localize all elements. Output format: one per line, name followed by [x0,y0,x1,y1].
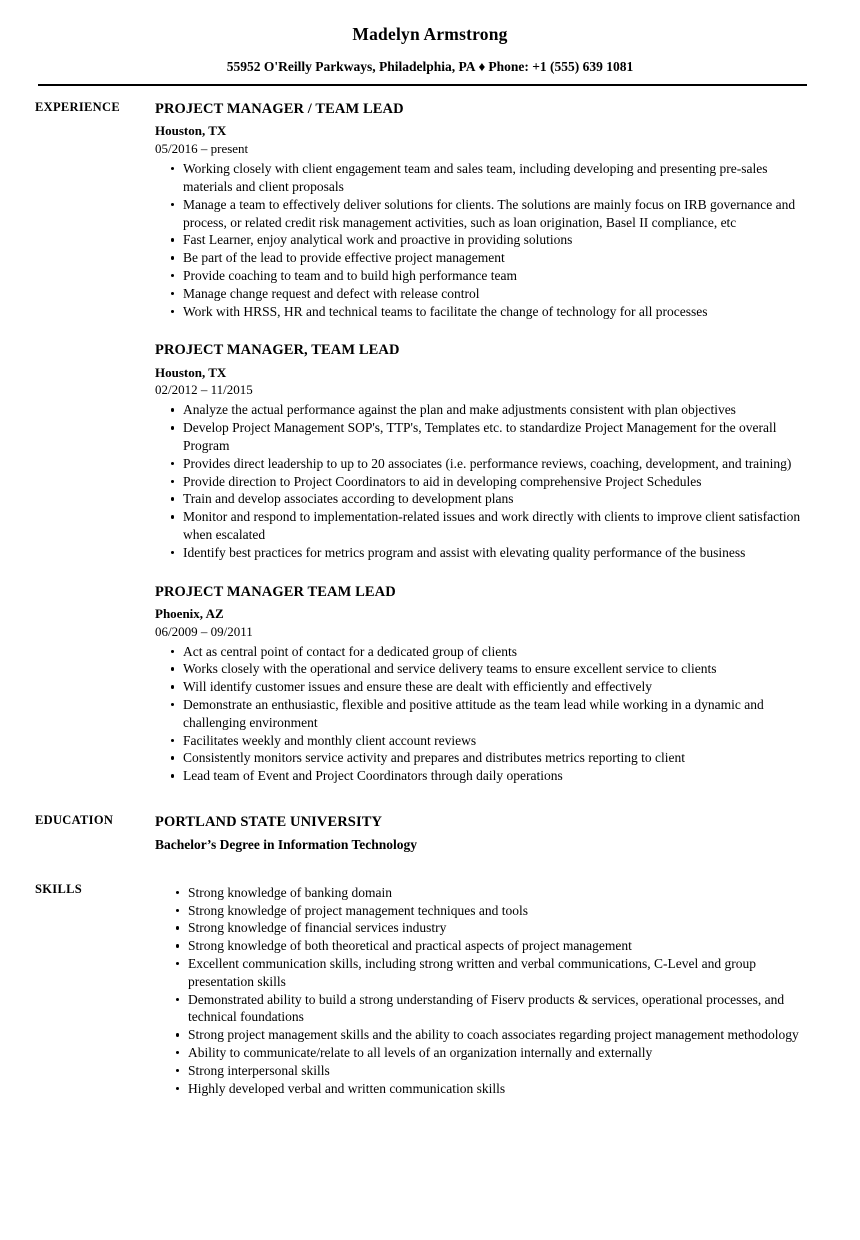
bullet-item: Work with HRSS, HR and technical teams to facilitate the change of technology for all processes [155,303,810,321]
bullet-item: Manage change request and defect with release control [155,285,810,303]
experience-section [0,100,860,785]
experience-body [155,100,860,785]
section-label-education: EDUCATION [35,813,114,828]
skills-section [0,882,860,1098]
bullet-item: Be part of the lead to provide effective project management [155,249,810,267]
education-school: PORTLAND STATE UNIVERSITY [155,814,383,831]
bullet-item: Fast Learner, enjoy analytical work and proactive in providing solutions [155,231,810,249]
education-degree: Bachelor’s Degree in Information Technology [155,837,417,853]
bullet-item: Develop Project Management SOP's, TTP's, Templates etc. to standardize Project Management for the overall Program [155,419,810,455]
bullet-item: Identify best practices for metrics program and assist with elevating quality performance of the business [155,544,810,562]
bullet-item: Provide direction to Project Coordinators to aid in developing comprehensive Project Schedules [155,473,810,491]
bullet-item: Strong interpersonal skills [155,1062,810,1080]
bullet-item: Facilitates weekly and monthly client account reviews [155,732,810,750]
contact-line [0,59,860,75]
bullet-item: Provides direct leadership to up to 20 associates (i.e. performance reviews, coaching, development, and training) [155,455,810,473]
bullet-item: Consistently monitors service activity and prepares and distributes metrics reporting to client [155,749,810,767]
job-bullet-list [155,160,810,320]
skills-bullet-list [155,884,810,1098]
job-location: Houston, TX [155,364,227,380]
job-entry [155,100,810,320]
contact-address: 55952 O'Reilly Parkways, Philadelphia, PA [226,59,476,74]
diamond-separator-icon: ♦ [478,59,486,74]
bullet-item: Lead team of Event and Project Coordinators through daily operations [155,767,810,785]
bullet-item: Strong knowledge of financial services industry [155,919,810,937]
job-dates: 02/2012 – 11/2015 [155,382,253,398]
bullet-item: Ability to communicate/relate to all levels of an organization internally and externally [155,1044,810,1062]
bullet-item: Strong knowledge of project management techniques and tools [155,902,810,920]
section-label-experience: EXPERIENCE [35,100,120,115]
bullet-item: Strong project management skills and the ability to coach associates regarding project management methodology [155,1026,810,1044]
bullet-item: Train and develop associates according to development plans [155,490,810,508]
header-divider [38,84,807,86]
bullet-item: Demonstrate an enthusiastic, flexible and positive attitude as the team lead while working in a dynamic and challenging environment [155,696,810,732]
contact-phone: Phone: +1 (555) 639 1081 [488,59,634,74]
bullet-item: Highly developed verbal and written communication skills [155,1080,810,1098]
resume-header [0,0,860,86]
job-title: PROJECT MANAGER / TEAM LEAD [155,101,404,118]
bullet-item: Strong knowledge of banking domain [155,884,810,902]
job-entry [155,583,810,785]
bullet-item: Act as central point of contact for a dedicated group of clients [155,643,810,661]
job-location: Phoenix, AZ [155,605,224,621]
section-label-skills: SKILLS [35,881,82,896]
bullet-item: Manage a team to effectively deliver solutions for clients. The solutions are mainly focus on IRB governance and process, or related credit risk management activities, such as loan origination, Basel II compliance, etc [155,196,810,232]
job-bullet-list [155,643,810,786]
bullet-item: Excellent communication skills, including strong written and verbal communications, C-Level and group presentation skills [155,955,810,991]
bullet-item: Demonstrated ability to build a strong understanding of Fiserv products & services, operational processes, and technical foundations [155,991,810,1027]
bullet-item: Strong knowledge of both theoretical and practical aspects of project management [155,937,810,955]
job-location: Houston, TX [155,123,227,139]
bullet-item: Provide coaching to team and to build high performance team [155,267,810,285]
candidate-name: Madelyn Armstrong [352,24,508,44]
bullet-item: Working closely with client engagement team and sales team, including developing and presenting pre-sales materials and client proposals [155,160,810,196]
education-section [0,813,860,854]
skills-body [155,882,860,1098]
job-title: PROJECT MANAGER TEAM LEAD [155,583,396,600]
bullet-item: Analyze the actual performance against the plan and make adjustments consistent with plan objectives [155,401,810,419]
bullet-item: Works closely with the operational and service delivery teams to ensure excellent service to clients [155,660,810,678]
education-body [155,813,860,854]
job-entry [155,341,810,561]
job-bullet-list [155,401,810,561]
job-dates: 06/2009 – 09/2011 [155,623,253,639]
bullet-item: Will identify customer issues and ensure these are dealt with efficiently and effectively [155,678,810,696]
job-title: PROJECT MANAGER, TEAM LEAD [155,342,400,359]
job-dates: 05/2016 – present [155,141,249,157]
bullet-item: Monitor and respond to implementation-related issues and work directly with clients to improve client satisfaction when escalated [155,508,810,544]
